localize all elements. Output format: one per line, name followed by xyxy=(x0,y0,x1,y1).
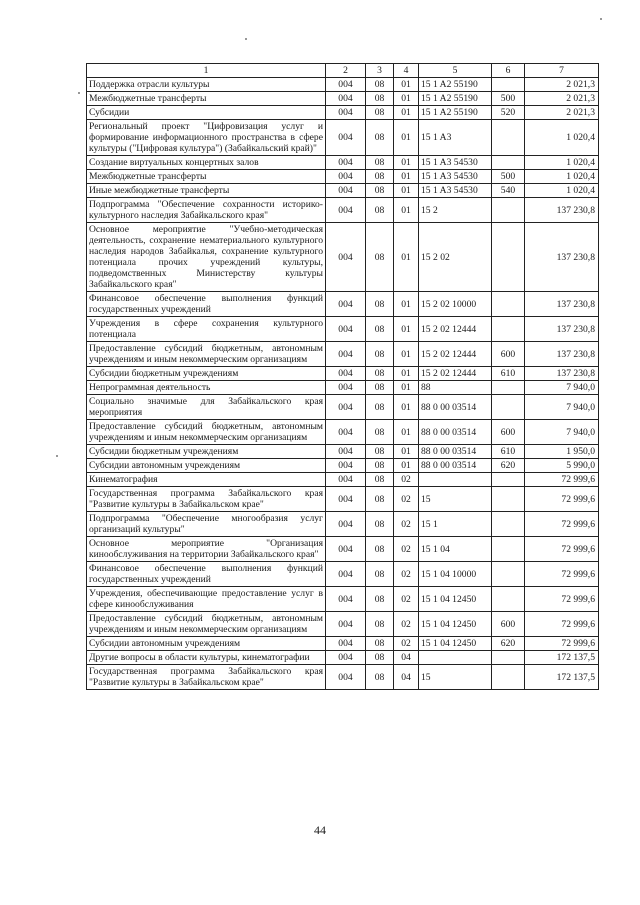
expense-type-cell: 540 xyxy=(492,184,525,198)
amount-cell: 137 230,8 xyxy=(525,367,599,381)
expense-type-cell xyxy=(492,317,525,342)
subsection-code-cell: 01 xyxy=(394,381,419,395)
expense-type-cell xyxy=(492,78,525,92)
table-row xyxy=(87,367,599,381)
subsection-code-cell: 02 xyxy=(394,637,419,651)
subsection-code-cell: 04 xyxy=(394,665,419,690)
target-article-cell: 15 1 04 10000 xyxy=(419,562,492,587)
scan-speck xyxy=(56,455,58,457)
grbs-code-cell: 004 xyxy=(326,562,366,587)
target-article-cell: 15 2 02 10000 xyxy=(419,292,492,317)
target-article-cell xyxy=(419,473,492,487)
table-row xyxy=(87,537,599,562)
table-row xyxy=(87,223,599,292)
section-code-cell: 08 xyxy=(366,198,394,223)
section-code-cell: 08 xyxy=(366,170,394,184)
target-article-cell: 88 0 00 03514 xyxy=(419,420,492,445)
row-name-cell: Региональный проект "Цифровизация услуг и формирование информационного пространства в сфере культуры ("Цифровая культура") (Забайкальский край)" xyxy=(87,120,326,156)
amount-cell: 137 230,8 xyxy=(525,223,599,292)
expense-type-cell xyxy=(492,120,525,156)
amount-cell: 137 230,8 xyxy=(525,342,599,367)
budget-table xyxy=(86,63,599,690)
expense-type-cell: 610 xyxy=(492,445,525,459)
row-name-cell: Непрограммная деятельность xyxy=(87,381,326,395)
row-name-cell: Субсидии автономным учреждениям xyxy=(87,459,326,473)
section-code-cell: 08 xyxy=(366,223,394,292)
subsection-code-cell: 01 xyxy=(394,420,419,445)
scan-speck xyxy=(600,18,602,20)
target-article-cell: 15 1 A3 xyxy=(419,120,492,156)
table-row xyxy=(87,587,599,612)
section-code-cell: 08 xyxy=(366,381,394,395)
section-code-cell: 08 xyxy=(366,92,394,106)
header-cell: 1 xyxy=(87,64,326,78)
target-article-cell: 15 2 02 12444 xyxy=(419,317,492,342)
target-article-cell: 15 2 02 xyxy=(419,223,492,292)
header-cell: 6 xyxy=(492,64,525,78)
grbs-code-cell: 004 xyxy=(326,487,366,512)
amount-cell: 72 999,6 xyxy=(525,487,599,512)
table-row xyxy=(87,184,599,198)
subsection-code-cell: 01 xyxy=(394,445,419,459)
table-row xyxy=(87,381,599,395)
subsection-code-cell: 01 xyxy=(394,106,419,120)
table-row xyxy=(87,637,599,651)
target-article-cell: 15 1 A3 54530 xyxy=(419,156,492,170)
expense-type-cell xyxy=(492,198,525,223)
grbs-code-cell: 004 xyxy=(326,78,366,92)
header-row xyxy=(87,64,599,78)
target-article-cell: 15 1 04 12450 xyxy=(419,612,492,637)
section-code-cell: 08 xyxy=(366,445,394,459)
target-article-cell: 88 0 00 03514 xyxy=(419,395,492,420)
subsection-code-cell: 02 xyxy=(394,537,419,562)
expense-type-cell xyxy=(492,156,525,170)
grbs-code-cell: 004 xyxy=(326,512,366,537)
section-code-cell: 08 xyxy=(366,459,394,473)
expense-type-cell: 620 xyxy=(492,637,525,651)
amount-cell: 1 020,4 xyxy=(525,120,599,156)
amount-cell: 7 940,0 xyxy=(525,395,599,420)
subsection-code-cell: 02 xyxy=(394,512,419,537)
table-row xyxy=(87,420,599,445)
section-code-cell: 08 xyxy=(366,537,394,562)
table-row xyxy=(87,156,599,170)
grbs-code-cell: 004 xyxy=(326,587,366,612)
table-row xyxy=(87,78,599,92)
grbs-code-cell: 004 xyxy=(326,537,366,562)
expense-type-cell xyxy=(492,665,525,690)
section-code-cell: 08 xyxy=(366,637,394,651)
amount-cell: 72 999,6 xyxy=(525,537,599,562)
amount-cell: 7 940,0 xyxy=(525,381,599,395)
target-article-cell: 15 1 04 12450 xyxy=(419,637,492,651)
table-row xyxy=(87,512,599,537)
expense-type-cell: 620 xyxy=(492,459,525,473)
amount-cell: 172 137,5 xyxy=(525,665,599,690)
grbs-code-cell: 004 xyxy=(326,106,366,120)
table-row xyxy=(87,120,599,156)
target-article-cell: 15 2 02 12444 xyxy=(419,367,492,381)
table-row xyxy=(87,92,599,106)
subsection-code-cell: 01 xyxy=(394,156,419,170)
expense-type-cell: 610 xyxy=(492,367,525,381)
table-row xyxy=(87,473,599,487)
row-name-cell: Другие вопросы в области культуры, кинематографии xyxy=(87,651,326,665)
target-article-cell: 15 1 A2 55190 xyxy=(419,106,492,120)
row-name-cell: Кинематография xyxy=(87,473,326,487)
grbs-code-cell: 004 xyxy=(326,198,366,223)
grbs-code-cell: 004 xyxy=(326,223,366,292)
row-name-cell: Подпрограмма "Обеспечение сохранности историко-культурного наследия Забайкальского края" xyxy=(87,198,326,223)
row-name-cell: Финансовое обеспечение выполнения функций государственных учреждений xyxy=(87,292,326,317)
row-name-cell: Создание виртуальных концертных залов xyxy=(87,156,326,170)
target-article-cell: 15 xyxy=(419,665,492,690)
amount-cell: 72 999,6 xyxy=(525,512,599,537)
section-code-cell: 08 xyxy=(366,587,394,612)
row-name-cell: Финансовое обеспечение выполнения функций государственных учреждений xyxy=(87,562,326,587)
target-article-cell: 15 1 04 xyxy=(419,537,492,562)
section-code-cell: 08 xyxy=(366,487,394,512)
header-cell: 3 xyxy=(366,64,394,78)
section-code-cell: 08 xyxy=(366,473,394,487)
scan-speck xyxy=(245,38,247,40)
expense-type-cell xyxy=(492,223,525,292)
section-code-cell: 08 xyxy=(366,420,394,445)
subsection-code-cell: 02 xyxy=(394,487,419,512)
row-name-cell: Межбюджетные трансферты xyxy=(87,170,326,184)
grbs-code-cell: 004 xyxy=(326,92,366,106)
section-code-cell: 08 xyxy=(366,651,394,665)
amount-cell: 137 230,8 xyxy=(525,292,599,317)
target-article-cell: 88 0 00 03514 xyxy=(419,459,492,473)
grbs-code-cell: 004 xyxy=(326,420,366,445)
expense-type-cell: 600 xyxy=(492,612,525,637)
expense-type-cell xyxy=(492,537,525,562)
page-number: 44 xyxy=(314,823,326,837)
row-name-cell: Субсидии автономным учреждениям xyxy=(87,637,326,651)
row-name-cell: Предоставление субсидий бюджетным, автономным учреждениям и иным некоммерческим организациям xyxy=(87,342,326,367)
table-row xyxy=(87,665,599,690)
grbs-code-cell: 004 xyxy=(326,651,366,665)
subsection-code-cell: 01 xyxy=(394,459,419,473)
table-row xyxy=(87,395,599,420)
grbs-code-cell: 004 xyxy=(326,473,366,487)
grbs-code-cell: 004 xyxy=(326,665,366,690)
row-name-cell: Учреждения, обеспечивающие предоставление услуг в сфере кинообслуживания xyxy=(87,587,326,612)
expense-type-cell: 500 xyxy=(492,92,525,106)
table-row xyxy=(87,342,599,367)
table-row xyxy=(87,198,599,223)
row-name-cell: Подпрограмма "Обеспечение многообразия услуг организаций культуры" xyxy=(87,512,326,537)
target-article-cell: 15 1 A2 55190 xyxy=(419,78,492,92)
table-row xyxy=(87,170,599,184)
amount-cell: 1 950,0 xyxy=(525,445,599,459)
subsection-code-cell: 01 xyxy=(394,317,419,342)
expense-type-cell: 500 xyxy=(492,170,525,184)
amount-cell: 72 999,6 xyxy=(525,612,599,637)
table-row xyxy=(87,106,599,120)
expense-type-cell xyxy=(492,292,525,317)
amount-cell: 1 020,4 xyxy=(525,170,599,184)
row-name-cell: Предоставление субсидий бюджетным, автономным учреждениям и иным некоммерческим организациям xyxy=(87,420,326,445)
section-code-cell: 08 xyxy=(366,562,394,587)
row-name-cell: Межбюджетные трансферты xyxy=(87,92,326,106)
amount-cell: 2 021,3 xyxy=(525,106,599,120)
table-row xyxy=(87,487,599,512)
subsection-code-cell: 01 xyxy=(394,395,419,420)
subsection-code-cell: 01 xyxy=(394,292,419,317)
subsection-code-cell: 01 xyxy=(394,198,419,223)
section-code-cell: 08 xyxy=(366,367,394,381)
section-code-cell: 08 xyxy=(366,342,394,367)
row-name-cell: Поддержка отрасли культуры xyxy=(87,78,326,92)
grbs-code-cell: 004 xyxy=(326,459,366,473)
grbs-code-cell: 004 xyxy=(326,637,366,651)
grbs-code-cell: 004 xyxy=(326,342,366,367)
expense-type-cell: 600 xyxy=(492,342,525,367)
amount-cell: 72 999,6 xyxy=(525,473,599,487)
grbs-code-cell: 004 xyxy=(326,445,366,459)
expense-type-cell xyxy=(492,562,525,587)
row-name-cell: Предоставление субсидий бюджетным, автономным учреждениям и иным некоммерческим организациям xyxy=(87,612,326,637)
subsection-code-cell: 01 xyxy=(394,92,419,106)
row-name-cell: Государственная программа Забайкальского края "Развитие культуры в Забайкальском крае" xyxy=(87,487,326,512)
subsection-code-cell: 01 xyxy=(394,367,419,381)
target-article-cell xyxy=(419,651,492,665)
expense-type-cell xyxy=(492,473,525,487)
section-code-cell: 08 xyxy=(366,665,394,690)
row-name-cell: Иные межбюджетные трансферты xyxy=(87,184,326,198)
table-row xyxy=(87,612,599,637)
grbs-code-cell: 004 xyxy=(326,395,366,420)
target-article-cell: 15 xyxy=(419,487,492,512)
section-code-cell: 08 xyxy=(366,512,394,537)
subsection-code-cell: 02 xyxy=(394,612,419,637)
subsection-code-cell: 04 xyxy=(394,651,419,665)
header-cell: 4 xyxy=(394,64,419,78)
target-article-cell: 15 1 A3 54530 xyxy=(419,170,492,184)
expense-type-cell xyxy=(492,587,525,612)
expense-type-cell xyxy=(492,381,525,395)
table-row xyxy=(87,317,599,342)
section-code-cell: 08 xyxy=(366,292,394,317)
amount-cell: 72 999,6 xyxy=(525,587,599,612)
amount-cell: 1 020,4 xyxy=(525,184,599,198)
row-name-cell: Государственная программа Забайкальского края "Развитие культуры в Забайкальском крае" xyxy=(87,665,326,690)
target-article-cell: 15 2 02 12444 xyxy=(419,342,492,367)
subsection-code-cell: 01 xyxy=(394,78,419,92)
target-article-cell: 15 1 xyxy=(419,512,492,537)
table-row xyxy=(87,651,599,665)
amount-cell: 172 137,5 xyxy=(525,651,599,665)
expense-type-cell: 600 xyxy=(492,420,525,445)
subsection-code-cell: 01 xyxy=(394,342,419,367)
target-article-cell: 15 1 04 12450 xyxy=(419,587,492,612)
row-name-cell: Субсидии xyxy=(87,106,326,120)
subsection-code-cell: 02 xyxy=(394,587,419,612)
target-article-cell: 15 1 A3 54530 xyxy=(419,184,492,198)
section-code-cell: 08 xyxy=(366,612,394,637)
table-row xyxy=(87,445,599,459)
row-name-cell: Основное мероприятие "Организация кинообслуживания на территории Забайкальского края" xyxy=(87,537,326,562)
row-name-cell: Социально значимые для Забайкальского края мероприятия xyxy=(87,395,326,420)
target-article-cell: 15 2 xyxy=(419,198,492,223)
subsection-code-cell: 02 xyxy=(394,562,419,587)
table-row xyxy=(87,459,599,473)
expense-type-cell xyxy=(492,395,525,420)
amount-cell: 5 990,0 xyxy=(525,459,599,473)
section-code-cell: 08 xyxy=(366,120,394,156)
header-cell: 5 xyxy=(419,64,492,78)
row-name-cell: Субсидии бюджетным учреждениям xyxy=(87,367,326,381)
amount-cell: 2 021,3 xyxy=(525,78,599,92)
grbs-code-cell: 004 xyxy=(326,381,366,395)
section-code-cell: 08 xyxy=(366,317,394,342)
expense-type-cell xyxy=(492,512,525,537)
grbs-code-cell: 004 xyxy=(326,367,366,381)
target-article-cell: 88 xyxy=(419,381,492,395)
grbs-code-cell: 004 xyxy=(326,317,366,342)
amount-cell: 137 230,8 xyxy=(525,198,599,223)
amount-cell: 72 999,6 xyxy=(525,562,599,587)
grbs-code-cell: 004 xyxy=(326,170,366,184)
section-code-cell: 08 xyxy=(366,106,394,120)
grbs-code-cell: 004 xyxy=(326,156,366,170)
subsection-code-cell: 02 xyxy=(394,473,419,487)
header-cell: 2 xyxy=(326,64,366,78)
amount-cell: 137 230,8 xyxy=(525,317,599,342)
grbs-code-cell: 004 xyxy=(326,120,366,156)
amount-cell: 7 940,0 xyxy=(525,420,599,445)
subsection-code-cell: 01 xyxy=(394,184,419,198)
row-name-cell: Субсидии бюджетным учреждениям xyxy=(87,445,326,459)
grbs-code-cell: 004 xyxy=(326,612,366,637)
section-code-cell: 08 xyxy=(366,395,394,420)
expense-type-cell xyxy=(492,651,525,665)
amount-cell: 1 020,4 xyxy=(525,156,599,170)
row-name-cell: Учреждения в сфере сохранения культурного потенциала xyxy=(87,317,326,342)
amount-cell: 2 021,3 xyxy=(525,92,599,106)
grbs-code-cell: 004 xyxy=(326,184,366,198)
amount-cell: 72 999,6 xyxy=(525,637,599,651)
expense-type-cell: 520 xyxy=(492,106,525,120)
subsection-code-cell: 01 xyxy=(394,170,419,184)
section-code-cell: 08 xyxy=(366,156,394,170)
target-article-cell: 88 0 00 03514 xyxy=(419,445,492,459)
subsection-code-cell: 01 xyxy=(394,223,419,292)
table-row xyxy=(87,562,599,587)
expense-type-cell xyxy=(492,487,525,512)
subsection-code-cell: 01 xyxy=(394,120,419,156)
header-cell: 7 xyxy=(525,64,599,78)
grbs-code-cell: 004 xyxy=(326,292,366,317)
section-code-cell: 08 xyxy=(366,78,394,92)
table-row xyxy=(87,292,599,317)
row-name-cell: Основное мероприятие "Учебно-методическая деятельность, сохранение нематериального культурного наследия народов Забайкалья, сохранение культурного потенциала прочих учреждений культуры, подведомственных Министерству культуры Забайкальского края" xyxy=(87,223,326,292)
section-code-cell: 08 xyxy=(366,184,394,198)
scan-speck xyxy=(78,92,80,94)
target-article-cell: 15 1 A2 55190 xyxy=(419,92,492,106)
